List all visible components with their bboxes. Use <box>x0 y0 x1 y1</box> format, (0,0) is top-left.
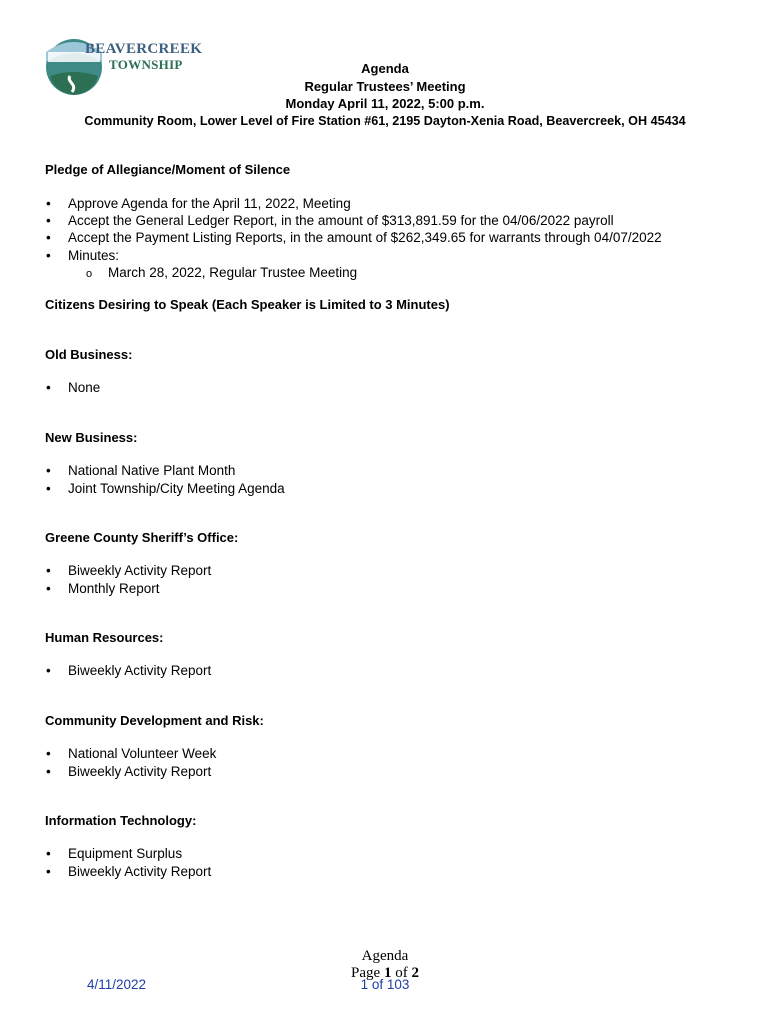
section-title-community-development: Community Development and Risk: <box>45 713 264 728</box>
list-item: • Joint Township/City Meeting Agenda <box>46 481 285 496</box>
meeting-location: Community Room, Lower Level of Fire Station #61, 2195 Dayton-Xenia Road, Beavercreek, OH 45434 <box>84 113 686 128</box>
list-item: • Biweekly Activity Report <box>46 864 212 879</box>
section-title-new-business: New Business: <box>45 430 138 445</box>
list-item: • Monthly Report <box>46 581 160 596</box>
section-title-information-technology: Information Technology: <box>45 813 197 828</box>
list-item: • Equipment Surplus <box>46 846 183 861</box>
agenda-header <box>0 60 770 130</box>
list-item: • None <box>46 380 101 395</box>
footer-date-stamp: 4/11/2022 <box>87 977 147 992</box>
footer-page-number: Page 1 of 2 <box>351 965 419 981</box>
list-item: • Biweekly Activity Report <box>46 563 212 578</box>
section-title-pledge: Pledge of Allegiance/Moment of Silence <box>45 162 291 177</box>
section-title-sheriff: Greene County Sheriff’s Office: <box>45 530 239 545</box>
section-title-citizens: Citizens Desiring to Speak (Each Speaker is Limited to 3 Minutes) <box>45 297 450 312</box>
list-item: • Accept the General Ledger Report, in the amount of $313,891.59 for the 04/06/2022 payroll <box>46 213 614 228</box>
meeting-datetime: Monday April 11, 2022, 5:00 p.m. <box>285 96 485 111</box>
logo-text-township: TOWNSHIP <box>109 57 183 72</box>
logo-text-beavercreek: BEAVERCREEK <box>85 41 203 57</box>
page-title: Agenda <box>361 61 409 76</box>
footer-packet-count: 1 of 103 <box>360 977 410 992</box>
list-item: • Approve Agenda for the April 11, 2022, Meeting <box>46 196 351 211</box>
list-item: • Biweekly Activity Report <box>46 764 212 779</box>
footer-label: Agenda <box>361 948 409 964</box>
list-item: • Biweekly Activity Report <box>46 663 212 678</box>
list-item: • National Native Plant Month <box>46 463 236 478</box>
list-item: • Accept the Payment Listing Reports, in the amount of $262,349.65 for warrants through 04/07/2022 <box>46 230 662 245</box>
sub-list-item: o March 28, 2022, Regular Trustee Meeting <box>86 265 358 280</box>
section-title-human-resources: Human Resources: <box>45 630 164 645</box>
list-item: • Minutes: <box>46 248 120 263</box>
section-title-old-business: Old Business: <box>45 347 133 362</box>
meeting-name: Regular Trustees’ Meeting <box>304 78 466 94</box>
list-item: • National Volunteer Week <box>46 746 217 761</box>
